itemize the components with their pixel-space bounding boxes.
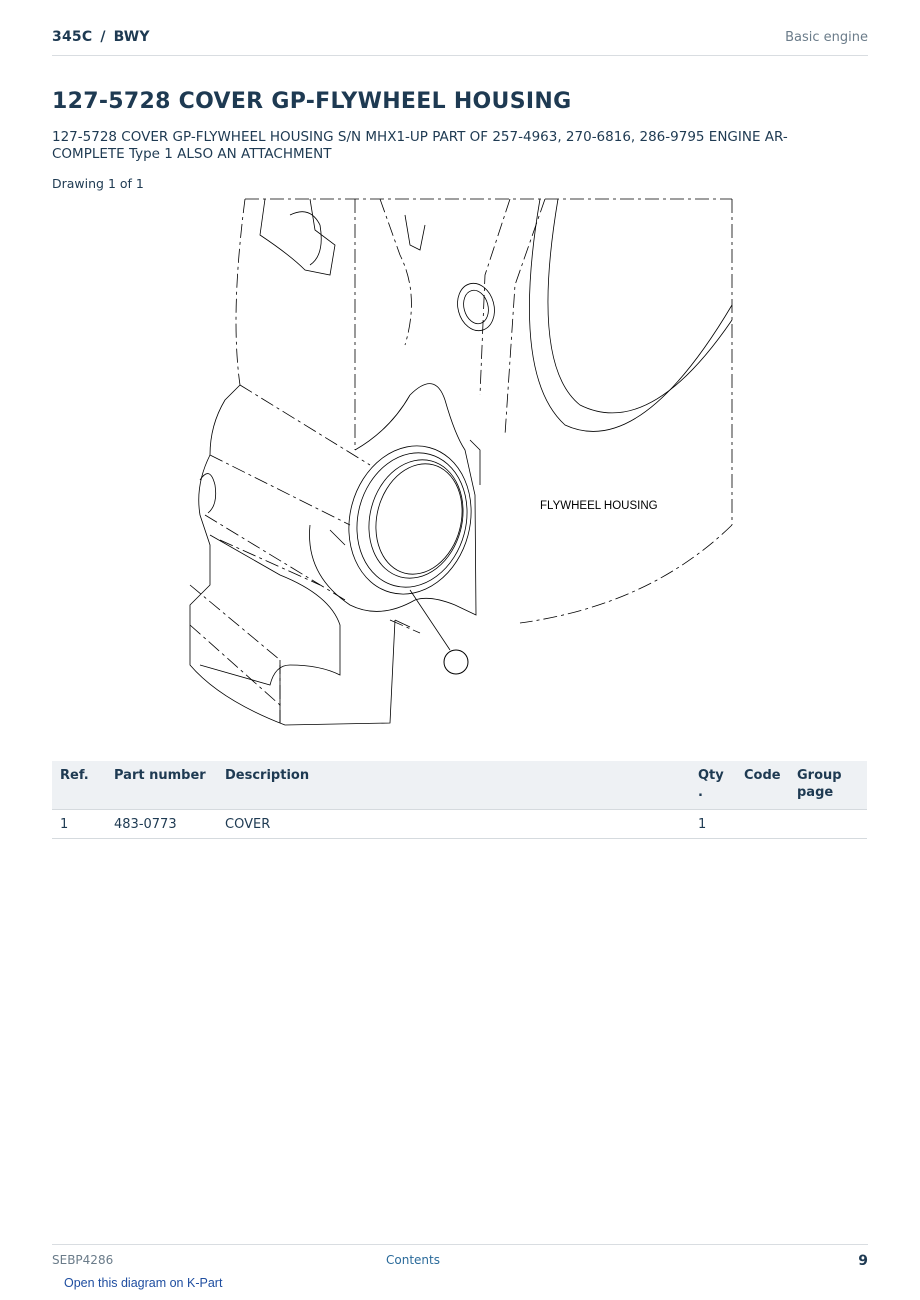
table-row [52,810,867,839]
header-group-page [789,761,867,810]
header-description: Description [217,761,690,810]
cell-ref: 1 [52,810,106,839]
parts-table [52,761,867,839]
model-name: 345C [52,29,93,45]
breadcrumb [52,29,150,45]
page-header [52,28,868,56]
cell-part-number: 483-0773 [106,810,217,839]
header-qty-line1: Qty [698,768,724,783]
document-id: SEBP4286 [52,1253,114,1267]
breadcrumb-separator: / [100,29,106,45]
section-name: Basic engine [785,30,868,45]
contents-link[interactable]: Contents [386,1253,440,1267]
page-number: 9 [858,1253,868,1269]
page-subtitle: 127-5728 COVER GP-FLYWHEEL HOUSING S/N MHX1-UP PART OF 257-4963, 270-6816, 286-9795 ENGINE AR-COMPLETE Type 1 ALSO AN ATTACHMENT [52,129,788,162]
parts-drawing [180,195,740,730]
cell-code [736,810,789,839]
cell-group-page [789,810,867,839]
header-qty-line2: . [698,785,703,800]
serial-prefix: BWY [113,29,150,45]
header-group-line1: Group [797,768,842,783]
header-qty [690,761,736,810]
drawing-label: Drawing 1 of 1 [52,176,144,191]
callout-circle [444,650,468,674]
drawing-callout-text: FLYWHEEL HOUSING [540,500,658,512]
cell-description: COVER [217,810,690,839]
header-code: Code [736,761,789,810]
header-part-number: Part number [106,761,217,810]
table-header-row [52,761,867,810]
open-in-kpart-link[interactable]: Open this diagram on K-Part [64,1276,223,1290]
cell-qty: 1 [690,810,736,839]
header-group-line2: page [797,785,834,800]
page-footer [52,1244,868,1275]
flywheel-housing-illustration [180,195,740,730]
page-title: 127-5728 COVER GP-FLYWHEEL HOUSING [52,89,572,114]
header-ref: Ref. [52,761,106,810]
